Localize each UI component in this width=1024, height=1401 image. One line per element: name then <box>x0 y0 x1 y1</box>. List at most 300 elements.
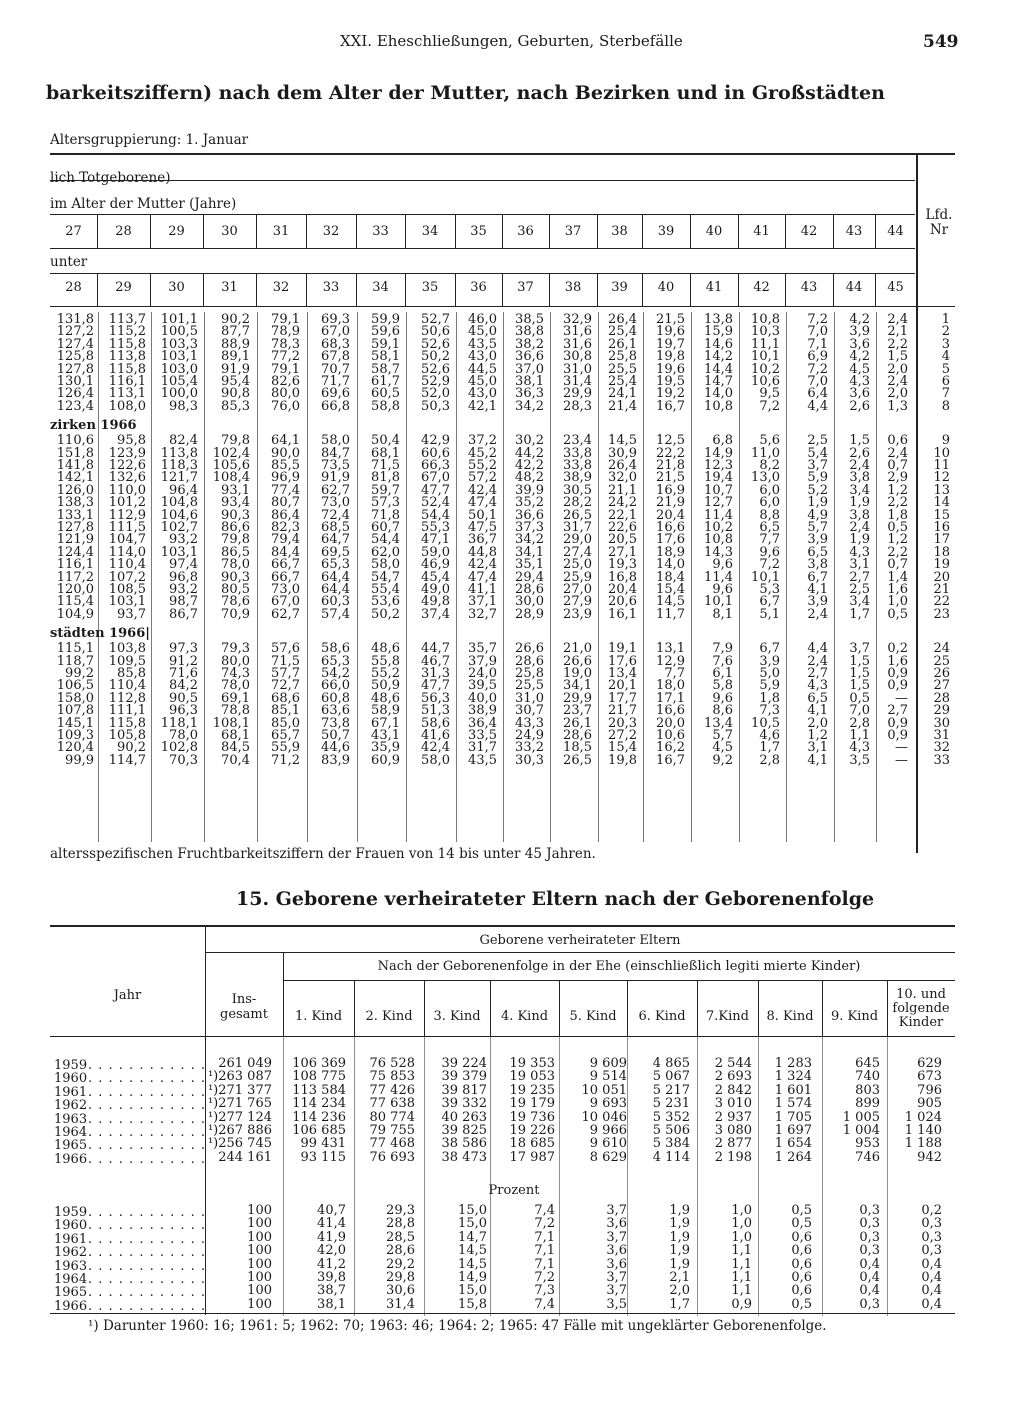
table-cell: 100,5 <box>160 324 198 340</box>
age-col-divider <box>833 214 834 248</box>
table-cell: 19 235 <box>509 1082 555 1098</box>
table-cell: 45,4 <box>421 569 450 585</box>
table-cell: 46,0 <box>468 312 497 327</box>
table-cell: 52,4 <box>421 495 450 511</box>
age-to-label: 33 <box>322 280 340 295</box>
age-to-label: 36 <box>470 280 487 295</box>
data-col-divider <box>834 312 835 842</box>
table14-header-row1: lich Totgeborene) <box>50 170 171 186</box>
table-cell: 90,5 <box>169 690 198 706</box>
table-cell: 24,1 <box>608 386 637 402</box>
table-cell: 69,3 <box>321 312 350 327</box>
section-label: städten 1966| <box>50 626 151 642</box>
table-cell: 3,9 <box>807 594 828 610</box>
year-dots: . . . . . . . . . . . . <box>88 1231 207 1247</box>
table-cell: 41,2 <box>317 1256 346 1272</box>
table-cell: 5,1 <box>759 606 780 622</box>
table-cell: 118,3 <box>160 458 198 473</box>
table-cell: 75 853 <box>369 1069 415 1085</box>
table-cell: 56,3 <box>421 690 450 706</box>
table-cell: 106 685 <box>292 1123 346 1138</box>
table-cell: 10 046 <box>581 1109 627 1125</box>
table-cell: 25,9 <box>563 569 592 585</box>
table-cell: 25,8 <box>608 349 637 365</box>
table-cell: 33,5 <box>468 728 497 743</box>
table-cell: 71,5 <box>271 653 300 669</box>
age-from-label: 38 <box>611 224 628 239</box>
table-cell: 22,6 <box>608 520 637 535</box>
table-cell: 71,7 <box>321 374 350 389</box>
total-cell: 261 049 <box>218 1056 272 1071</box>
table-cell: 26,5 <box>563 507 592 523</box>
age-col-divider <box>405 273 406 306</box>
table-cell: 1,1 <box>731 1243 752 1259</box>
table14-top-rule <box>50 153 955 155</box>
total-cell: ¹)267 886 <box>207 1123 272 1138</box>
table-cell: 79,8 <box>221 532 250 548</box>
table-cell: 78,3 <box>271 336 300 352</box>
table-cell: 58,6 <box>321 641 350 657</box>
age-from-label: 35 <box>470 224 487 239</box>
table-cell: 111,1 <box>108 703 146 719</box>
table-cell: 38 473 <box>441 1149 487 1165</box>
table-cell: 30,6 <box>386 1283 415 1299</box>
table-cell: 9,6 <box>759 544 780 560</box>
table-cell: 0,5 <box>887 520 908 535</box>
table-cell: 1 324 <box>774 1069 812 1085</box>
age-col-divider <box>690 273 691 306</box>
table-cell: 99,9 <box>65 752 94 768</box>
row-number: 22 <box>933 594 950 610</box>
table-cell: 68,1 <box>371 445 400 461</box>
table-row <box>0 1243 1000 1261</box>
table-cell: 13,8 <box>704 312 733 327</box>
col-divider <box>424 980 425 1036</box>
table-cell: 1,9 <box>669 1203 690 1218</box>
table-cell: 65,3 <box>321 653 350 669</box>
table-cell: 29,4 <box>515 569 544 585</box>
age-col-divider <box>549 273 550 306</box>
table-cell: 15,4 <box>608 740 637 756</box>
table-cell: 7,0 <box>849 703 870 719</box>
table-cell: 1,5 <box>849 653 870 669</box>
year-dots: . . . . . . . . . . . . <box>88 1125 207 1140</box>
total-cell: 100 <box>247 1296 272 1312</box>
table-cell: 48,2 <box>515 470 544 486</box>
table-cell: 13,4 <box>704 715 733 731</box>
table-cell: 6,8 <box>712 433 733 449</box>
table-cell: 58,0 <box>321 433 350 449</box>
table-cell: 39 817 <box>441 1082 487 1098</box>
age-to-label: 30 <box>168 280 185 295</box>
age-col-divider <box>597 273 598 306</box>
total-cell: 100 <box>247 1229 272 1245</box>
table-cell: 7,3 <box>534 1283 555 1299</box>
table-cell: 1,5 <box>887 349 908 365</box>
table-cell: 6,5 <box>807 690 828 706</box>
table-cell: 0,5 <box>791 1216 812 1232</box>
table-cell: 19,6 <box>656 324 685 340</box>
table-cell: 14,6 <box>704 336 733 352</box>
row-number: 30 <box>933 715 950 731</box>
table-cell: 2,2 <box>887 544 908 560</box>
table-cell: 58,0 <box>421 752 450 768</box>
table-cell: 127,4 <box>56 336 94 352</box>
table-cell: 57,7 <box>271 666 300 681</box>
table-cell: 25,8 <box>515 666 544 681</box>
table-cell: 79,3 <box>221 641 250 657</box>
table-cell: 60,6 <box>421 445 450 461</box>
row-number: 10 <box>933 445 950 461</box>
table-cell: 117,2 <box>56 569 94 585</box>
table-cell: 14,2 <box>704 349 733 365</box>
table-cell: 1,2 <box>887 482 908 498</box>
table-cell: 3,6 <box>606 1243 627 1259</box>
table-cell: 1,9 <box>669 1229 690 1245</box>
total-cell: 100 <box>247 1243 272 1259</box>
table-cell: 28,3 <box>563 398 592 414</box>
table-cell: 93,4 <box>221 495 250 511</box>
table-cell: 77,4 <box>271 482 300 498</box>
table-cell: 21,4 <box>608 398 637 414</box>
age-col-divider <box>502 273 503 306</box>
table-cell: 803 <box>855 1082 880 1098</box>
age-from-label: 39 <box>657 224 675 239</box>
table-cell: 80,5 <box>221 582 250 597</box>
table-cell: 1,7 <box>759 740 780 756</box>
table-cell: 96,9 <box>271 470 300 486</box>
age-to-label: 31 <box>221 280 238 295</box>
table-cell: 1 024 <box>904 1109 942 1125</box>
table-cell: 120,0 <box>56 582 94 597</box>
table-cell: 9,5 <box>759 386 780 402</box>
table-cell: 14,5 <box>608 433 637 449</box>
table-cell: 9 609 <box>589 1056 627 1071</box>
table-cell: 59,0 <box>421 544 450 560</box>
table-cell: 84,4 <box>271 544 300 560</box>
row-number: 14 <box>933 495 950 511</box>
table-cell: 16,6 <box>656 520 685 535</box>
table-row <box>0 1229 1000 1247</box>
table-cell: 76 528 <box>369 1056 415 1071</box>
table-cell: 0,3 <box>921 1243 942 1259</box>
table-cell: 7,1 <box>534 1256 555 1272</box>
table14-subtitle: Altersgruppierung: 1. Januar <box>50 132 249 148</box>
table-cell: 6,9 <box>807 349 828 365</box>
table-cell: 14,7 <box>458 1229 487 1245</box>
table-cell: 20,5 <box>608 532 637 548</box>
row-number: 24 <box>933 641 950 657</box>
table-cell: 16,7 <box>656 752 685 768</box>
table-cell: 102,4 <box>212 445 250 461</box>
table-cell: 15,0 <box>458 1203 487 1218</box>
table-cell: 73,0 <box>321 495 350 511</box>
table-cell: 108,1 <box>212 715 250 731</box>
table-cell: 27,0 <box>563 582 592 597</box>
table-cell: 83,9 <box>321 752 350 768</box>
table-cell: 0,5 <box>791 1296 812 1312</box>
table-cell: 0,4 <box>921 1296 942 1312</box>
table-cell: 2 544 <box>714 1056 752 1071</box>
table-cell: 2,2 <box>887 495 908 511</box>
table-row <box>0 1125 1000 1138</box>
table-cell: 60,9 <box>371 752 400 768</box>
table-cell: 3,9 <box>807 532 828 548</box>
age-col-divider <box>306 273 307 306</box>
total-cell: 100 <box>247 1270 272 1285</box>
table-cell: 37,3 <box>515 520 544 535</box>
table-cell: 10,2 <box>751 361 780 377</box>
table-cell: 64,7 <box>321 532 350 548</box>
table-cell: 57,3 <box>371 495 400 511</box>
table-cell: 26,4 <box>608 458 637 473</box>
table-cell: 9 693 <box>589 1096 627 1112</box>
age-col-divider <box>875 273 876 306</box>
table-cell: 1,0 <box>887 594 908 610</box>
table-cell: 19 226 <box>509 1123 555 1138</box>
table-cell: 58,0 <box>371 557 400 573</box>
table-cell: 19 353 <box>509 1056 555 1071</box>
table-cell: 42,4 <box>468 482 497 498</box>
table-cell: 11,4 <box>704 507 733 523</box>
table-cell: 1,8 <box>759 690 780 706</box>
table-row <box>0 1216 1000 1234</box>
table-cell: 28,2 <box>563 495 592 511</box>
table15-year-header: Jahr <box>113 988 142 1003</box>
age-col-divider <box>150 273 151 306</box>
table-cell: 51,3 <box>421 703 450 719</box>
table-cell: 16,7 <box>656 398 685 414</box>
table-cell: 2,5 <box>807 433 828 449</box>
table-cell: 55,2 <box>468 458 497 473</box>
table-cell: 145,1 <box>56 715 94 731</box>
table-cell: 0,6 <box>791 1270 812 1285</box>
table-cell: 3,9 <box>849 324 870 340</box>
table-cell: 70,7 <box>321 361 350 377</box>
table15-header-bottom <box>50 1036 955 1037</box>
year-dots: . . . . . . . . . . . . <box>88 1138 207 1154</box>
table-cell: 115,8 <box>108 336 146 352</box>
table-cell: 38,9 <box>563 470 592 486</box>
table-cell: 27,9 <box>563 594 592 610</box>
table-cell: 113 584 <box>292 1082 346 1098</box>
table-cell: 85,0 <box>271 715 300 731</box>
data-col-divider <box>151 312 152 842</box>
table-cell: 1,5 <box>849 433 870 449</box>
table-cell: 1,9 <box>669 1256 690 1272</box>
table-cell: 79,4 <box>271 532 300 548</box>
table-cell: 50,4 <box>371 433 400 449</box>
table-cell: 5,7 <box>807 520 828 535</box>
table-cell: 4,3 <box>807 678 828 694</box>
total-cell: 244 161 <box>218 1149 272 1165</box>
year-label: 1965 <box>54 1285 88 1301</box>
table-cell: 2,5 <box>849 582 870 597</box>
table-cell: 10,8 <box>704 398 733 414</box>
table-cell: 45,0 <box>468 374 497 389</box>
data-col-divider <box>204 312 205 842</box>
table-cell: 21,5 <box>656 470 685 486</box>
age-col-divider <box>150 214 151 248</box>
table-cell: 1,8 <box>887 507 908 523</box>
section-label: zirken 1966 <box>50 418 137 434</box>
col-divider <box>822 980 823 1036</box>
table-cell: 14,4 <box>704 361 733 377</box>
table-cell: 19 179 <box>509 1096 555 1112</box>
table-cell: 3,4 <box>849 482 870 498</box>
age-to-label: 39 <box>611 280 628 295</box>
table-cell: 35,2 <box>515 495 544 511</box>
table-cell: 11,7 <box>656 606 685 622</box>
table-cell: 18 685 <box>509 1136 555 1152</box>
table-cell: 0,7 <box>887 458 908 473</box>
table-cell: 78,0 <box>169 728 198 743</box>
row-number: 20 <box>933 569 950 585</box>
age-to-label: 38 <box>564 280 582 295</box>
table-cell: 1 005 <box>842 1109 880 1125</box>
table-cell: 5,4 <box>807 445 828 461</box>
table-cell: 13,4 <box>608 666 637 681</box>
table-cell: 4,6 <box>759 728 780 743</box>
table-cell: 0,3 <box>859 1229 880 1245</box>
table-cell: 88,9 <box>221 336 250 352</box>
table-cell: 44,7 <box>421 641 450 657</box>
table-cell: 23,4 <box>563 433 592 449</box>
row-number: 2 <box>941 324 950 340</box>
table-cell: 1,1 <box>731 1256 752 1272</box>
table-cell: 15,0 <box>458 1283 487 1299</box>
table-cell: 0,6 <box>791 1229 812 1245</box>
table-cell: 45,2 <box>468 445 497 461</box>
table-cell: 5,8 <box>712 678 733 694</box>
table-cell: 44,6 <box>321 740 350 756</box>
table-cell: 55,9 <box>271 740 300 756</box>
table-cell: 60,7 <box>371 520 400 535</box>
table-cell: 6,5 <box>759 520 780 535</box>
table-cell: 740 <box>855 1069 880 1085</box>
table-cell: 38,5 <box>515 312 544 327</box>
table-cell: 78,6 <box>221 594 250 610</box>
table-cell: 38,9 <box>468 703 497 719</box>
age-from-label: 29 <box>168 224 185 239</box>
table-cell: 1,2 <box>807 728 828 743</box>
data-col-divider <box>598 312 599 842</box>
table-cell: 1,6 <box>887 653 908 669</box>
table15-title: 15. Geborene verheirateter Eltern nach der Geborenenfolge <box>236 888 875 910</box>
age-to-label: 41 <box>705 280 723 295</box>
table-cell: 2,7 <box>887 703 908 719</box>
table-cell: 82,4 <box>169 433 198 449</box>
row-number: 11 <box>933 458 950 473</box>
table-row <box>0 1205 1000 1218</box>
data-col-divider <box>739 312 740 842</box>
table-cell: 14,0 <box>656 557 685 573</box>
table-cell: 80,7 <box>271 495 300 511</box>
table-cell: 103,3 <box>160 336 198 352</box>
year-dots: . . . . . . . . . . . . <box>88 1151 207 1167</box>
table-cell: 115,2 <box>108 324 146 340</box>
total-cell: 100 <box>247 1203 272 1218</box>
age-from-label: 37 <box>564 224 582 239</box>
table-cell: 2,1 <box>887 324 908 340</box>
table-cell: 67,8 <box>321 349 350 365</box>
table-cell: 2,1 <box>669 1270 690 1285</box>
table-cell: 114,0 <box>108 544 146 560</box>
table-cell: 54,2 <box>321 666 350 681</box>
table-cell: 30,0 <box>515 594 544 610</box>
col-divider <box>758 980 759 1036</box>
table-cell: 19 736 <box>509 1109 555 1125</box>
table-cell: 96,4 <box>169 482 198 498</box>
row-number: 15 <box>933 507 950 523</box>
table-cell: 10,8 <box>704 532 733 548</box>
table-cell: 4,5 <box>849 361 870 377</box>
table-cell: 19,8 <box>656 349 685 365</box>
table-cell: 2 937 <box>714 1109 752 1125</box>
table-cell: 110,4 <box>108 678 146 694</box>
table-cell: 112,8 <box>108 690 146 706</box>
table-cell: 104,6 <box>160 507 198 523</box>
table-cell: 0,6 <box>791 1256 812 1272</box>
table-cell: 37,1 <box>468 594 497 610</box>
table-cell: 2,4 <box>887 445 908 461</box>
table-cell: 3,6 <box>849 336 870 352</box>
table-cell: 85,1 <box>271 703 300 719</box>
table-cell: 108,5 <box>108 582 146 597</box>
table-cell: 9 514 <box>589 1069 627 1085</box>
table-cell: 91,9 <box>321 470 350 486</box>
table-cell: 39 332 <box>441 1096 487 1112</box>
table-cell: 6,1 <box>712 666 733 681</box>
table-cell: 58,8 <box>371 398 400 414</box>
table-cell: 20,4 <box>608 582 637 597</box>
table-cell: 69,6 <box>321 386 350 402</box>
table-cell: 71,5 <box>371 458 400 473</box>
row-number: 27 <box>933 678 950 694</box>
age-from-label: 27 <box>65 224 82 239</box>
table-cell: 3,5 <box>606 1296 627 1312</box>
data-col-divider <box>643 312 644 842</box>
table-cell: 29,8 <box>386 1270 415 1285</box>
table-cell: 42,4 <box>468 557 497 573</box>
age-col-divider <box>785 214 786 248</box>
age-col-divider <box>642 273 643 306</box>
table-cell: 103,1 <box>160 544 198 560</box>
table-cell: 3,7 <box>606 1229 627 1245</box>
table-cell: 3,7 <box>606 1203 627 1218</box>
table-cell: 67,0 <box>321 324 350 340</box>
table-cell: 38 586 <box>441 1136 487 1152</box>
table-cell: 34,2 <box>515 398 544 414</box>
age-col-divider <box>738 214 739 248</box>
table-cell: 2,4 <box>849 520 870 535</box>
table-cell: 19,2 <box>656 386 685 402</box>
table-cell: 108,0 <box>108 398 146 414</box>
table-cell: 0,6 <box>887 433 908 449</box>
table-cell: 21,8 <box>656 458 685 473</box>
row-number: 12 <box>933 470 950 486</box>
table-cell: 0,3 <box>921 1229 942 1245</box>
table14-header-bottom <box>50 306 955 307</box>
total-cell: 100 <box>247 1283 272 1299</box>
table-cell: 133,1 <box>56 507 94 523</box>
row-number: 13 <box>933 482 950 498</box>
table-cell: 90,3 <box>221 507 250 523</box>
table-cell: 28,9 <box>515 606 544 622</box>
table-cell: 109,5 <box>108 653 146 669</box>
table-cell: 4,4 <box>807 641 828 657</box>
table-cell: 1,7 <box>849 606 870 622</box>
